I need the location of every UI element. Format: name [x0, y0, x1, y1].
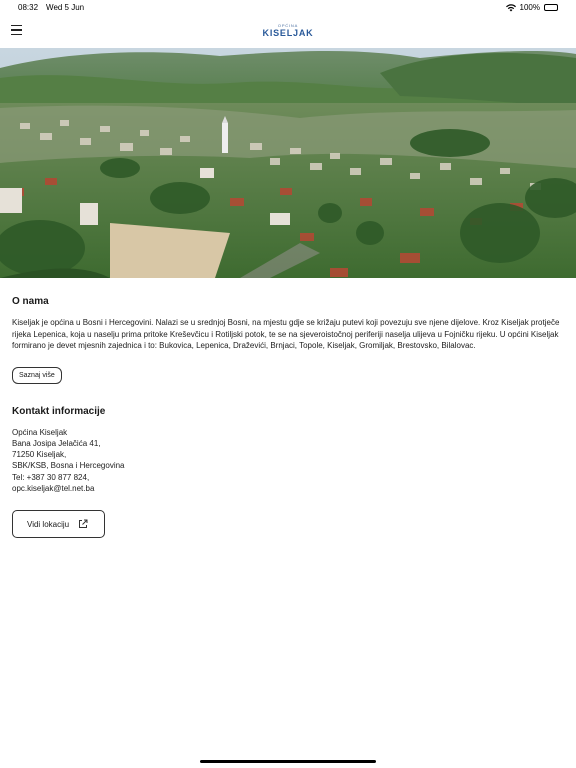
status-time: 08:32 — [18, 3, 39, 12]
status-bar — [0, 0, 576, 16]
logo-subtitle: OPĆINA — [277, 23, 299, 28]
contact-line: opc.kiseljak@tel.net.ba — [12, 483, 95, 493]
app-logo[interactable] — [0, 23, 576, 38]
logo-title: KISELJAK — [262, 28, 314, 38]
battery-percent: 100% — [519, 3, 540, 12]
external-link-icon — [78, 519, 88, 529]
status-left — [18, 3, 84, 12]
town-aerial-photo — [0, 48, 576, 278]
hero-image — [0, 48, 576, 278]
contact-line: 71250 Kiseljak, — [12, 450, 67, 460]
contact-line: Općina Kiseljak — [12, 427, 68, 437]
top-navigation — [0, 16, 576, 48]
about-text: Kiseljak je općina u Bosni i Hercegovini. Nalazi se u srednjoj Bosni, na mjestu gdje se križaju putevi koji povezuju sve njene dijelove. Kroz Kiseljak protječe rijeka Lepenica, koja u naselju prima pritoke Kreševčicu i Rotiljski potok, te se na sjeveroistočnoj periferiji naselja ulijeva u Fojničku rijeku. U općini Kiseljak formirano je devet mjesnih zajednica i to: Bukovica, Lepenica, Draževići, Brnjaci, Topole, Kiseljak, Gromiljak, Brestovsko, Bilalovac. — [12, 318, 560, 350]
view-location-button[interactable] — [12, 510, 105, 538]
battery-icon — [544, 4, 558, 11]
contact-info — [12, 427, 564, 495]
about-title: O nama — [12, 296, 49, 307]
contact-line: SBK/KSB, Bosna i Hercegovina — [12, 461, 125, 471]
view-location-label: Vidi lokaciju — [27, 519, 70, 529]
contact-line: Tel: +387 30 877 824, — [12, 472, 90, 482]
contact-line: Bana Josipa Jelačića 41, — [12, 438, 101, 448]
main-content — [12, 278, 564, 538]
status-date: Wed 5 Jun — [46, 3, 85, 12]
status-right — [506, 3, 558, 12]
contact-title: Kontakt informacije — [12, 405, 106, 417]
learn-more-button[interactable]: Saznaj više — [12, 367, 62, 384]
wifi-icon — [506, 4, 516, 12]
home-indicator[interactable] — [200, 760, 376, 763]
